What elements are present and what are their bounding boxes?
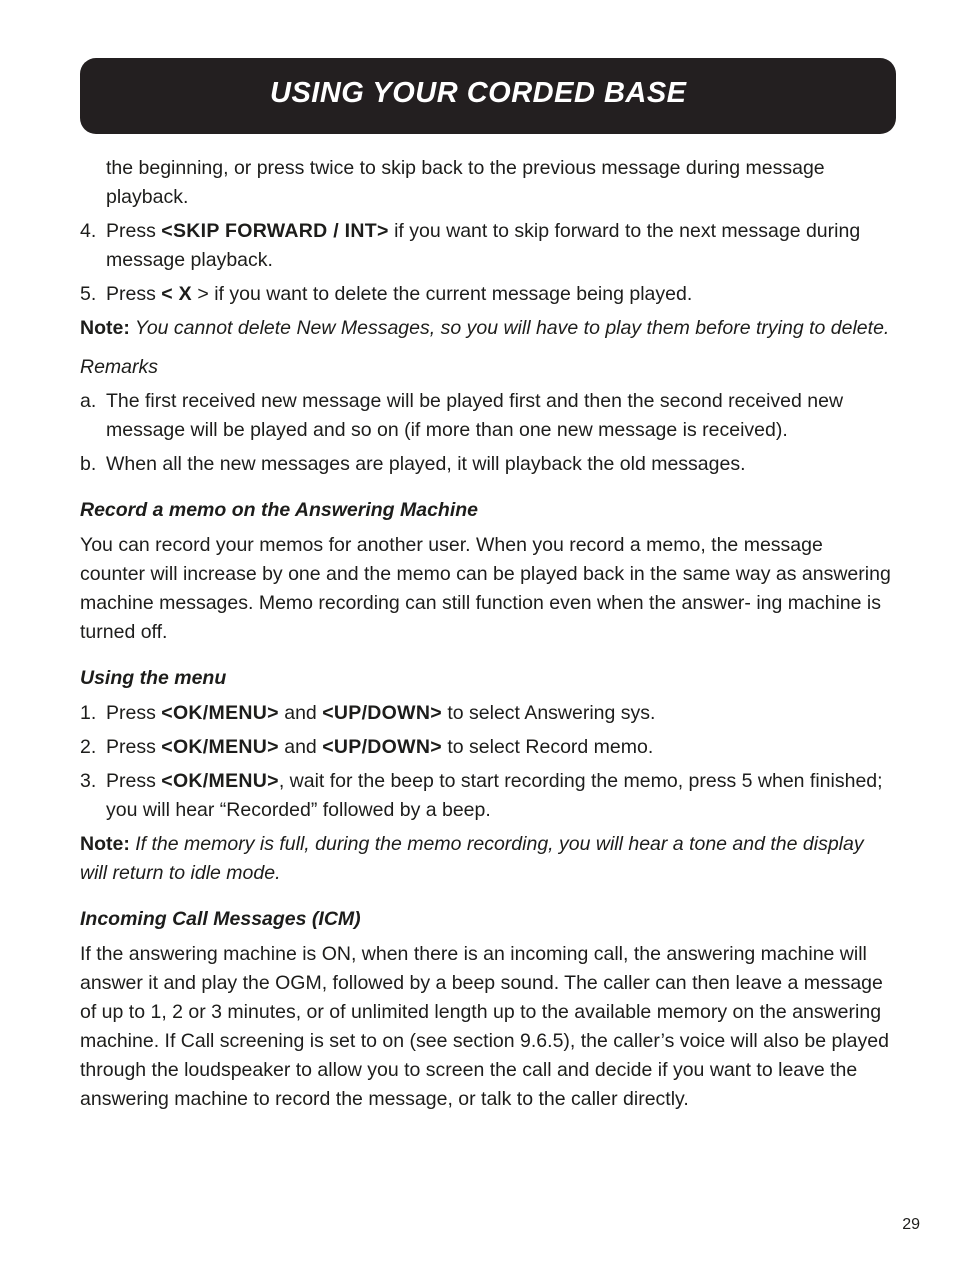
- page-content: [80, 154, 892, 1118]
- step-text: > if you want to delete the current message being played.: [191, 283, 693, 305]
- icm-heading: Incoming Call Messages (ICM): [80, 908, 361, 930]
- step-number: 5.: [80, 283, 97, 305]
- note-delete: [80, 314, 892, 343]
- key-label: <OK/MENU>: [161, 702, 279, 724]
- remark-letter: b.: [80, 453, 97, 475]
- menu-heading: Using the menu: [80, 667, 227, 689]
- step-text: , wait for the beep to start recording the memo, press 5 when finished; you will hear “Recorded” followed by a beep.: [106, 770, 883, 821]
- menu-step: [80, 733, 892, 762]
- remarks-heading: Remarks: [80, 356, 159, 378]
- step-text: Press: [106, 702, 162, 724]
- step-delete: [80, 280, 892, 309]
- key-label: < X: [161, 283, 192, 305]
- key-label: <OK/MENU>: [161, 736, 279, 758]
- note-label: Note:: [80, 833, 130, 855]
- section-header: [80, 58, 896, 134]
- step-number: 1.: [80, 702, 97, 724]
- menu-step: [80, 767, 892, 825]
- continuation-text: the beginning, or press twice to skip back to the previous message during message playback.: [106, 157, 825, 208]
- step-text: and: [278, 702, 323, 724]
- step-text: and: [278, 736, 323, 758]
- step-number: 3.: [80, 770, 97, 792]
- remark-item: [80, 450, 892, 479]
- remark-text: The first received new message will be played first and then the second received new message will be played and so on (if more than one new message is received).: [106, 390, 844, 441]
- key-label: <OK/MENU>: [161, 770, 279, 792]
- remark-item: [80, 387, 892, 445]
- key-label: <UP/DOWN>: [322, 702, 442, 724]
- step-number: 4.: [80, 220, 97, 242]
- step-text: Press: [106, 770, 162, 792]
- step-text: Press: [106, 283, 162, 305]
- step-text: Press: [106, 736, 162, 758]
- page-number: 29: [902, 1216, 920, 1233]
- note-label: Note:: [80, 317, 130, 339]
- step-text: to select Answering sys.: [441, 702, 656, 724]
- step-skip-forward: [80, 217, 892, 275]
- memo-paragraph: You can record your memos for another user. When you record a memo, the message counter will increase by one and the memo can be played back in the same way as answering machine messages. Memo recording can still function even when the answer- ing machine is turned off.: [80, 534, 891, 643]
- icm-paragraph: If the answering machine is ON, when there is an incoming call, the answering machine will answer it and play the OGM, followed by a beep sound. The caller can then leave a message of up to 1, 2 or 3 minutes, or of unlimited length up to the available memory on the answering machine. If Call screening is set to on (see section 9.6.5), the caller’s voice will also be played through the loudspeaker to allow you to screen the call and decide if you want to leave the answering machine to record the message, or talk to the caller directly.: [80, 943, 889, 1110]
- note-text: If the memory is full, during the memo recording, you will hear a tone and the display will return to idle mode.: [80, 833, 864, 884]
- step-text: if you want to skip forward to the next message during message playback.: [106, 220, 861, 271]
- step-text: to select Record memo.: [441, 736, 654, 758]
- menu-step: [80, 699, 892, 728]
- remark-letter: a.: [80, 390, 97, 412]
- step-number: 2.: [80, 736, 97, 758]
- memo-heading: Record a memo on the Answering Machine: [80, 499, 479, 521]
- key-label: <SKIP FORWARD / INT>: [161, 220, 389, 242]
- page-title: USING YOUR CORDED BASE: [270, 77, 687, 109]
- step-text: Press: [106, 220, 162, 242]
- key-label: <UP/DOWN>: [322, 736, 442, 758]
- note-memory-full: [80, 830, 892, 888]
- remark-text: When all the new messages are played, it will playback the old messages.: [106, 453, 746, 475]
- note-text: You cannot delete New Messages, so you will have to play them before trying to delete.: [129, 317, 890, 339]
